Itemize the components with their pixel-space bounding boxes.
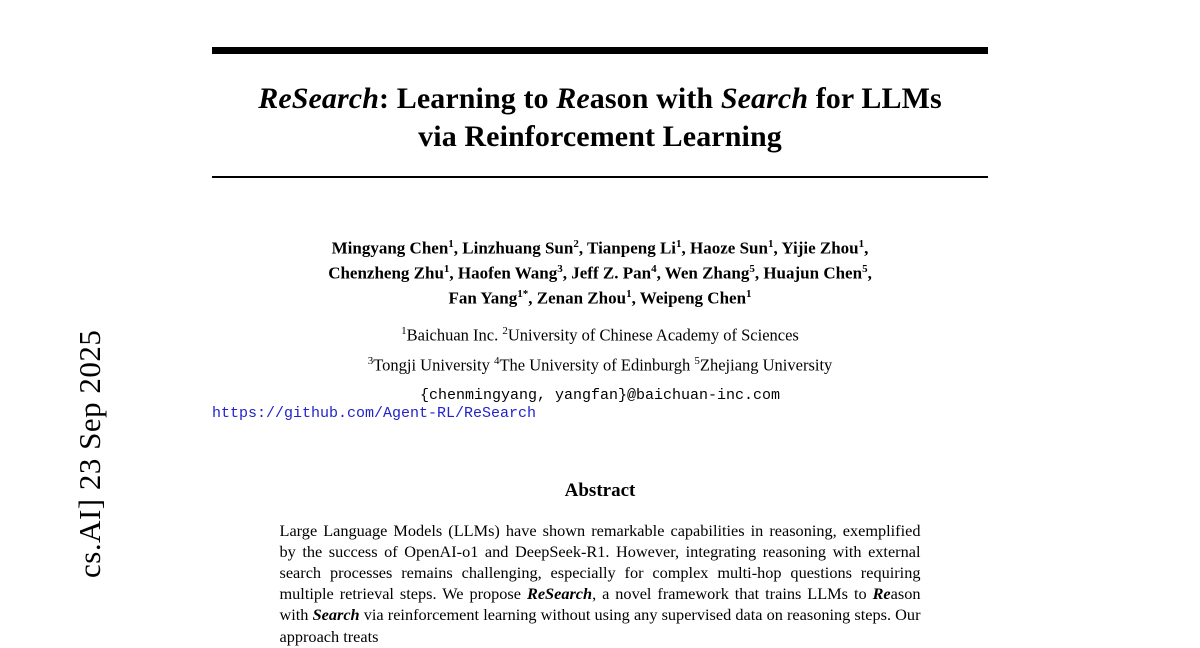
title-re-word: Re: [556, 82, 590, 115]
author-line-1: Mingyang Chen$^1$, Linzhuang Sun$^2$, Tianpeng Li$^1$, Haoze Sun$^1$, Yijie Zhou$^1$,: [331, 238, 869, 258]
arxiv-stamp: [0, 0, 120, 648]
title-segment-post: for LLMs: [808, 82, 942, 115]
abstract-research-mention: ReSearch: [526, 584, 593, 604]
affiliation-list: [212, 318, 988, 379]
title-segment-mid: : Learning to: [379, 82, 557, 115]
affiliation-line-2: $^3$Tongji University $^4$The University of Edinburgh $^5$Zhejiang University: [367, 355, 833, 375]
title-rule-bottom: [212, 176, 988, 178]
paper-page: [212, 0, 988, 648]
page-title: [212, 80, 988, 156]
abstract-heading: Abstract: [564, 479, 636, 501]
abstract-body: [280, 520, 921, 647]
abstract-re-mention: Re: [872, 584, 891, 604]
abstract-paragraph: Large Language Models (LLMs) have shown remarkable capabilities in reasoning, exemplified by the success of OpenAI-o1 and DeepSeek-R1. However, integrating reasoning with external search processes remains challenging, especially for complex multi-hop questions requiring multiple retrieval steps. We propose ReSearch, a novel framework that trains LLMs to Reason with Search via reinforcement learning without using any supervised data on reasoning steps. Our approach treats: [279, 520, 921, 646]
author-line-3: Fan Yang$^{1*}$, Zenan Zhou$^1$, Weipeng Chen$^1$: [448, 288, 752, 309]
abstract-search-mention: Search: [312, 605, 360, 625]
title-rule-top: [212, 47, 988, 54]
author-list: [212, 234, 988, 309]
author-line-2: Chenzheng Zhu$^1$, Haofen Wang$^3$, Jeff Z. Pan$^4$, Wen Zhang$^5$, Huajun Chen$^5$,: [328, 263, 872, 283]
arxiv-stamp-text: cs.AI] 23 Sep 2025: [72, 329, 107, 578]
title-line-2: via Reinforcement Learning: [418, 120, 782, 153]
title-segment-ason: ason with: [589, 82, 721, 115]
title-research-word: ReSearch: [258, 82, 380, 115]
repository-link[interactable]: https://github.com/Agent-RL/ReSearch: [212, 404, 537, 422]
contact-email: {chenmingyang, yangfan}@baichuan-inc.com: [419, 386, 781, 404]
affiliation-line-1: $^1$Baichuan Inc. $^2$University of Chinese Academy of Sciences: [401, 324, 799, 345]
title-search-word: Search: [720, 82, 809, 115]
